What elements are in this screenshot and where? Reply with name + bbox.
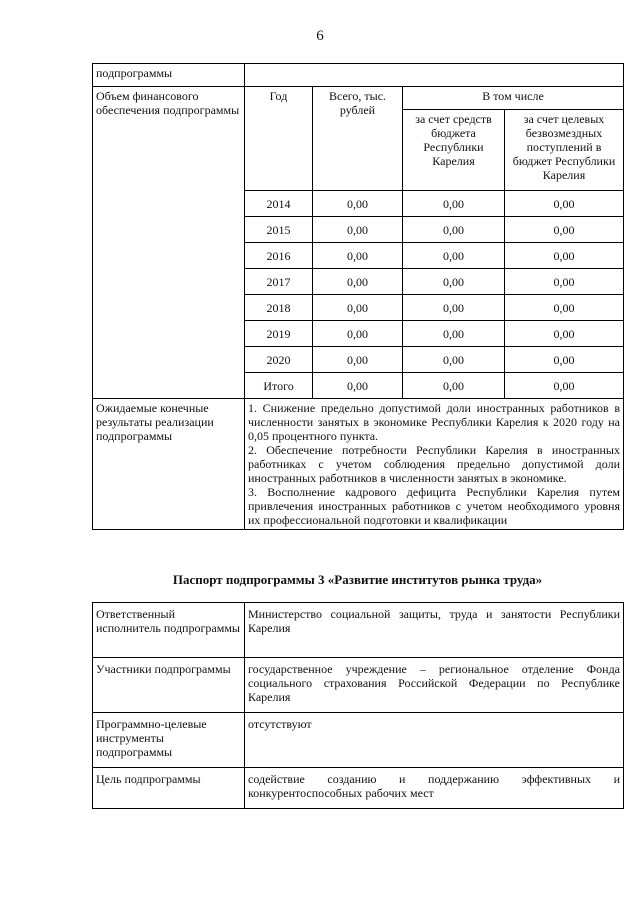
budget-cell: 0,00 <box>403 217 505 243</box>
results-cell <box>245 399 624 530</box>
row-label: подпрограммы <box>93 64 245 87</box>
total-cell: 0,00 <box>313 321 403 347</box>
total-cell: 0,00 <box>313 243 403 269</box>
year-cell: 2016 <box>245 243 313 269</box>
year-cell: 2017 <box>245 269 313 295</box>
table-row <box>93 399 624 530</box>
total-cell: 0,00 <box>313 295 403 321</box>
table-row <box>93 64 624 87</box>
table-row <box>93 713 624 768</box>
header-grants: за счет целевых безвозмездных поступлений в бюджет Республики Карелия <box>505 110 624 191</box>
row-label: Программно-целевые инструменты подпрограммы <box>93 713 245 768</box>
header-including: В том числе <box>403 87 624 110</box>
total-cell: 0,00 <box>313 191 403 217</box>
table-row <box>93 87 624 110</box>
budget-cell: 0,00 <box>403 321 505 347</box>
grants-cell: 0,00 <box>505 191 624 217</box>
result-item: 1. Снижение предельно допустимой доли иностранных работников в численности занятых в экономике Республики Карелия к 2020 году на 0,05 процентного пункта. <box>248 401 620 443</box>
result-item: 3. Восполнение кадрового дефицита Республики Карелия путем привлечения иностранных работников с учетом необходимого уровня их профессиональной подготовки и квалификации <box>248 485 620 527</box>
result-item: 2. Обеспечение потребности Республики Карелия в иностранных работниках с учетом соблюдения предельно допустимой доли иностранных работников в численности занятых в экономике. <box>248 443 620 485</box>
header-total: Всего, тыс. рублей <box>313 87 403 191</box>
header-year: Год <box>245 87 313 191</box>
header-budget: за счет средств бюджета Республики Карелия <box>403 110 505 191</box>
row-label: Цель подпрограммы <box>93 768 245 809</box>
total-cell: 0,00 <box>313 373 403 399</box>
grants-cell: 0,00 <box>505 373 624 399</box>
financing-label: Объем финансового обеспечения подпрограммы <box>93 87 245 399</box>
total-cell: 0,00 <box>313 347 403 373</box>
passport-table <box>92 602 624 809</box>
row-value: отсутствуют <box>245 713 624 768</box>
value-line: содействие созданию и поддержанию эффективных и <box>248 772 620 786</box>
grants-cell: 0,00 <box>505 295 624 321</box>
row-value <box>245 768 624 809</box>
grants-cell: 0,00 <box>505 321 624 347</box>
empty-cell <box>245 64 624 87</box>
value-line: конкурентоспособных рабочих мест <box>248 786 434 800</box>
row-value: Министерство социальной защиты, труда и занятости Республики Карелия <box>245 603 624 658</box>
budget-cell: 0,00 <box>403 191 505 217</box>
budget-cell: 0,00 <box>403 373 505 399</box>
total-label-cell: Итого <box>245 373 313 399</box>
table-row <box>93 768 624 809</box>
table-row <box>93 658 624 713</box>
year-cell: 2018 <box>245 295 313 321</box>
page-number: 6 <box>316 28 324 44</box>
year-cell: 2019 <box>245 321 313 347</box>
year-cell: 2020 <box>245 347 313 373</box>
grants-cell: 0,00 <box>505 243 624 269</box>
row-label: Участники подпрограммы <box>93 658 245 713</box>
budget-cell: 0,00 <box>403 347 505 373</box>
grants-cell: 0,00 <box>505 217 624 243</box>
year-cell: 2015 <box>245 217 313 243</box>
year-cell: 2014 <box>245 191 313 217</box>
results-label: Ожидаемые конечные результаты реализации подпрограммы <box>93 399 245 530</box>
budget-cell: 0,00 <box>403 269 505 295</box>
budget-cell: 0,00 <box>403 243 505 269</box>
total-cell: 0,00 <box>313 217 403 243</box>
total-cell: 0,00 <box>313 269 403 295</box>
grants-cell: 0,00 <box>505 347 624 373</box>
financing-table <box>92 63 624 530</box>
table-row <box>93 603 624 658</box>
section-heading: Паспорт подпрограммы 3 «Развитие институтов рынка труда» <box>172 572 543 587</box>
row-label: Ответственный исполнитель подпрограммы <box>93 603 245 658</box>
row-value: государственное учреждение – региональное отделение Фонда социального страхования Российской Федерации по Республике Карелия <box>245 658 624 713</box>
budget-cell: 0,00 <box>403 295 505 321</box>
grants-cell: 0,00 <box>505 269 624 295</box>
